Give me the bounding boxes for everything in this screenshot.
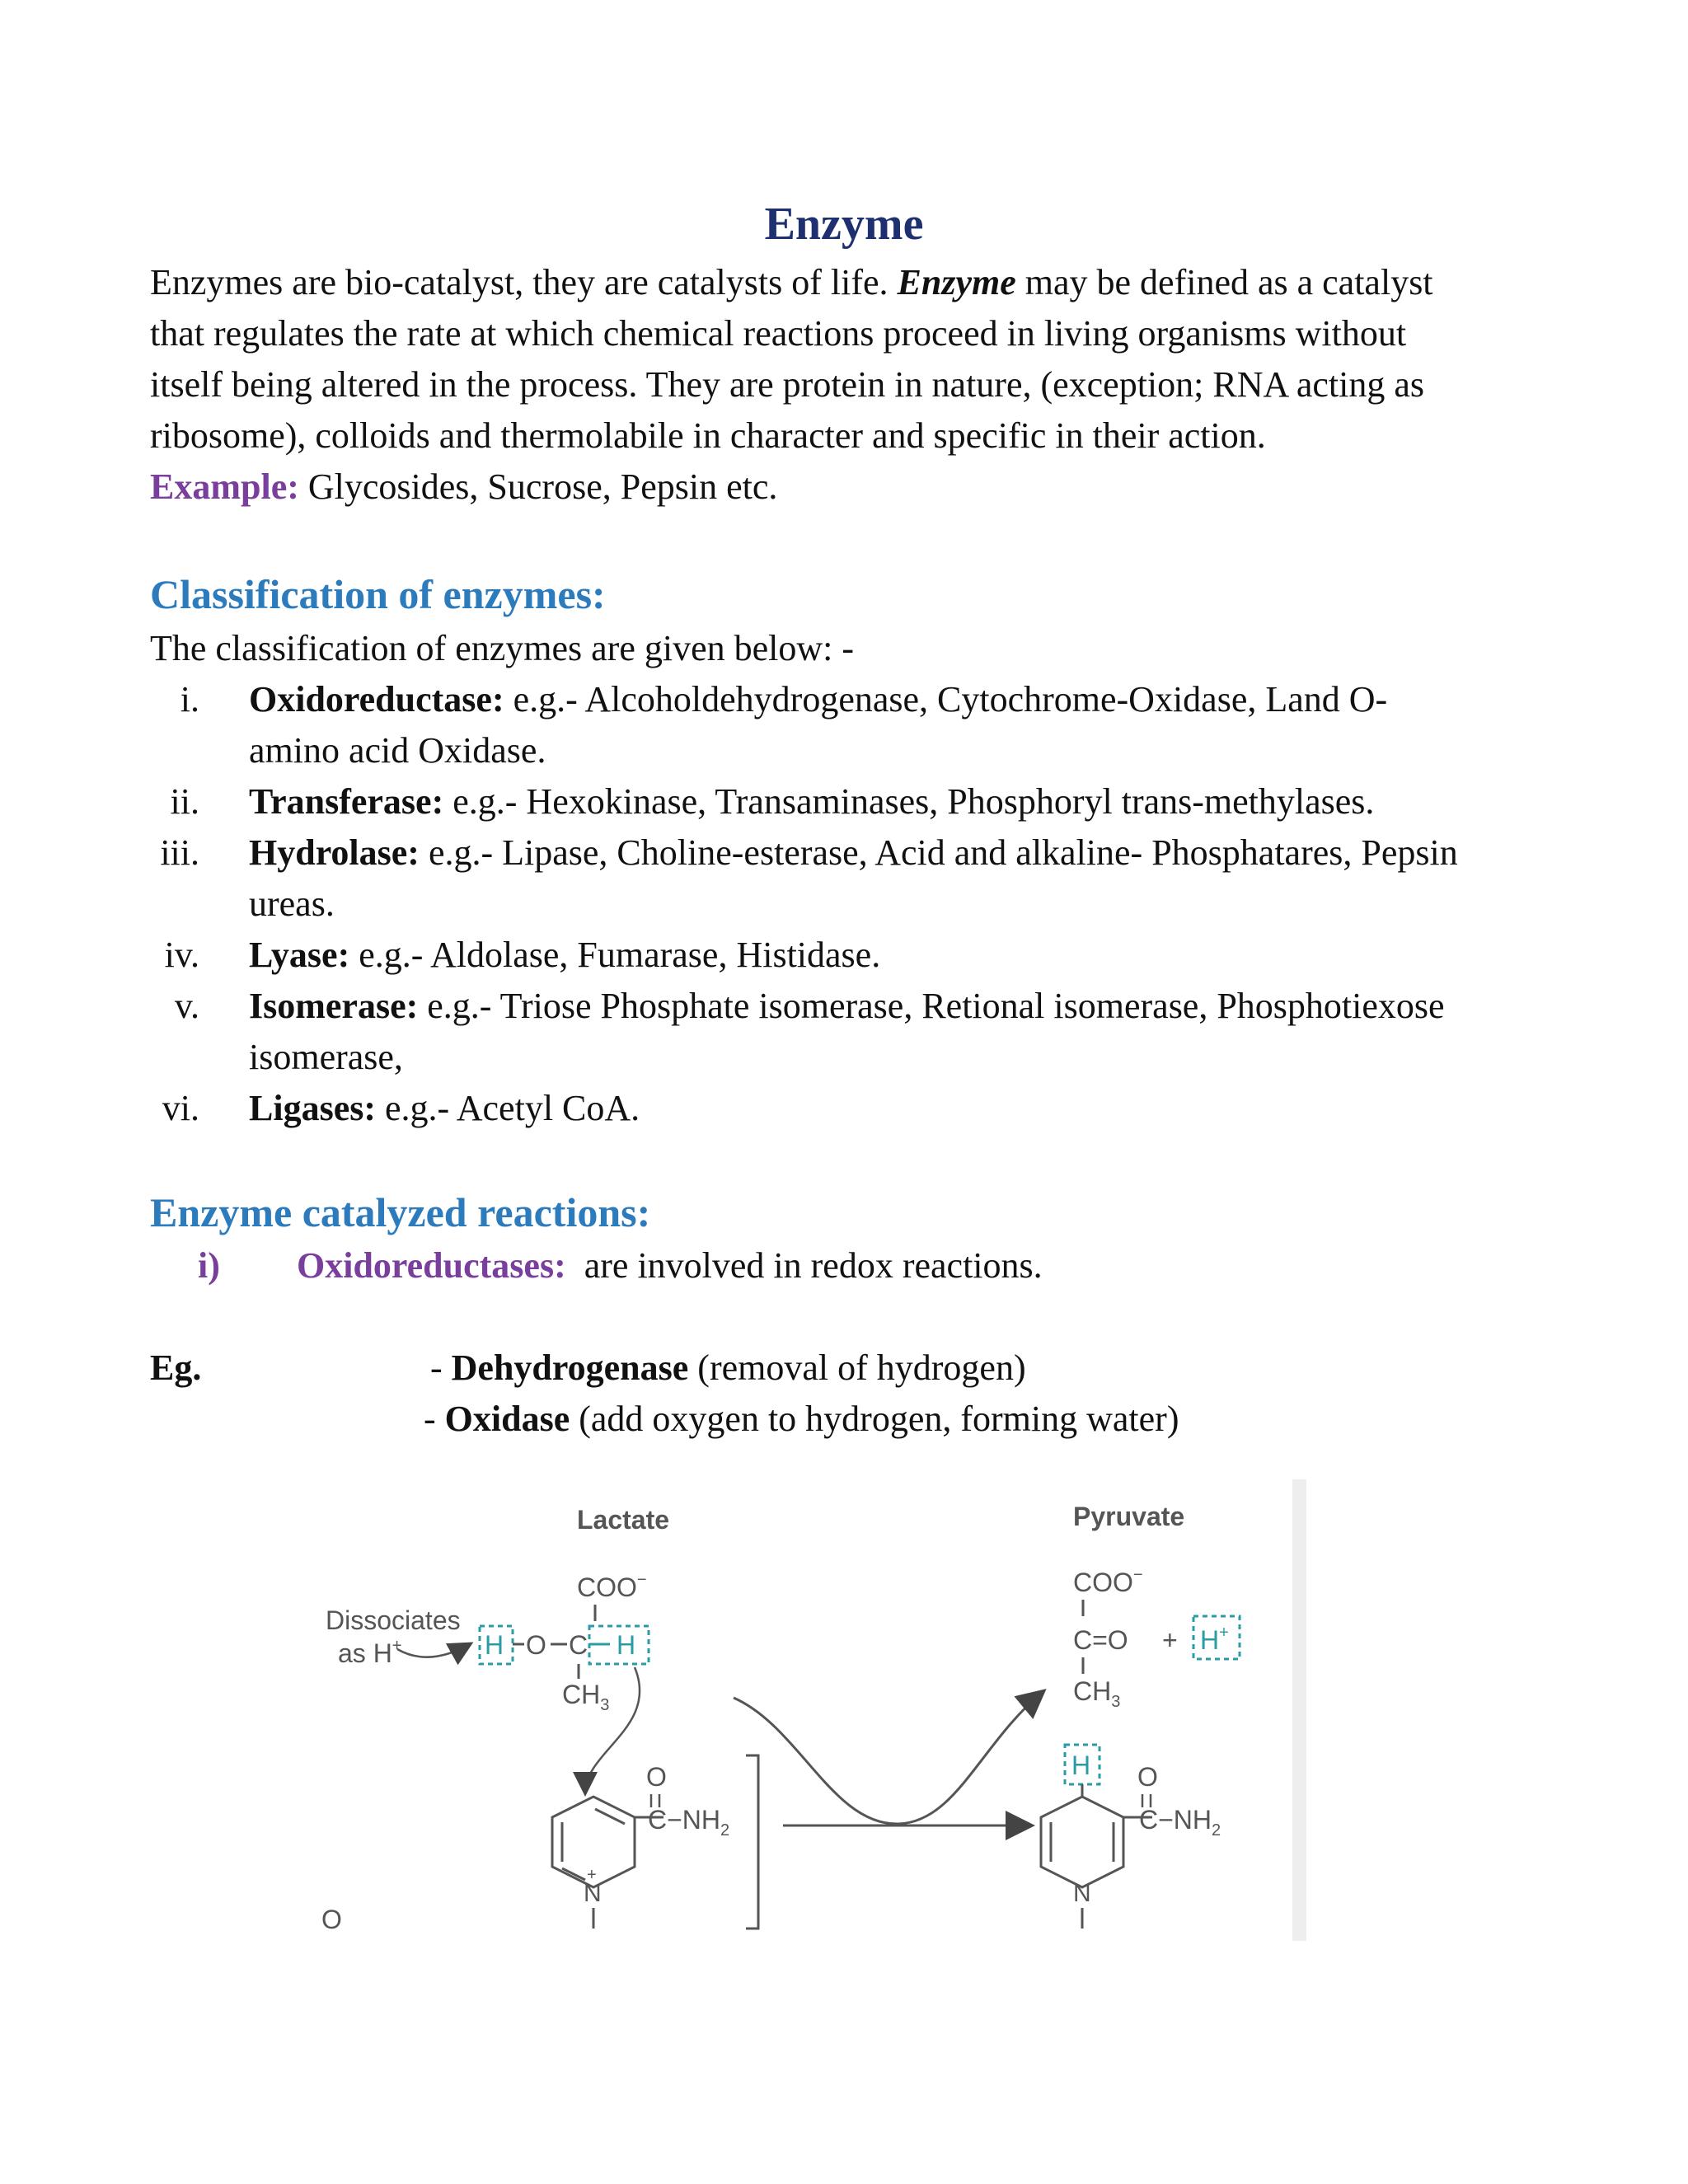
item-text: e.g.- Acetyl CoA. [376, 1088, 640, 1128]
item-name: Hydrolase: [249, 832, 420, 873]
classification-intro [150, 623, 1551, 674]
classification-list [150, 674, 1568, 1134]
oxidase-name: Oxidase [444, 1399, 570, 1439]
lactate-coo: COO− [577, 1571, 647, 1602]
item-text: e.g.- Lipase, Choline-esterase, Acid and alkaline- Phosphatares, Pepsin [419, 832, 1458, 873]
item-name: Oxidoreductase: [249, 679, 504, 719]
bracket [746, 1755, 758, 1929]
oxidase-line [424, 1398, 1179, 1440]
item-number: ii. [170, 781, 199, 822]
item-name: Isomerase: [249, 986, 419, 1026]
intro-line-4: ribosome), colloids and thermolabile in character and specific in their action. [150, 415, 1266, 456]
reactions-heading: Enzyme catalyzed reactions: [150, 1189, 651, 1235]
reaction-diagram [305, 1479, 1306, 1941]
scan-edge [1292, 1479, 1306, 1941]
reaction-item [297, 1244, 1043, 1286]
stray-o: O [321, 1905, 342, 1934]
lactate-c: C [569, 1630, 588, 1660]
list-item [150, 827, 1568, 930]
example-label: Example: [150, 466, 299, 507]
lactate-h-left: H [485, 1630, 504, 1660]
item-text: e.g.- Hexokinase, Transaminases, Phosphoryl trans-methylases. [443, 781, 1375, 822]
intro-line-3: itself being altered in the process. They are protein in nature, (exception; RNA acting as [150, 364, 1425, 405]
dissociates-label: Dissociates [326, 1605, 461, 1635]
pyruvate-coo: COO− [1073, 1566, 1143, 1597]
nadh-ring-right [1041, 1784, 1152, 1887]
dehydrogenase-line [430, 1347, 1026, 1389]
item-number: i. [180, 679, 199, 719]
dissociation-arrow [397, 1644, 470, 1657]
list-item [150, 776, 1568, 827]
item-text-cont: isomerase, [249, 1037, 403, 1077]
dehydrogenase-name: Dehydrogenase [451, 1347, 689, 1388]
item-name: Lyase: [249, 935, 350, 975]
plus-sign: + [1162, 1625, 1178, 1655]
page-title: Enzyme [764, 199, 924, 250]
list-item [150, 674, 1568, 776]
amide-right: $C-NH_2$ [1139, 1805, 1221, 1840]
intro-text: may be defined as a catalyst [1015, 262, 1433, 302]
nadh-h: H [1071, 1750, 1091, 1780]
item-text: e.g.- Aldolase, Fumarase, Histidase. [349, 935, 881, 975]
amide-o-right: O [1137, 1762, 1158, 1792]
nadh-n: N [1073, 1880, 1091, 1907]
item-number: iv. [164, 935, 199, 975]
classification-intro-text: The classification of enzymes are given below: - [150, 628, 855, 668]
dash: - [430, 1347, 452, 1388]
dehydrogenase-text: (removal of hydrogen) [688, 1347, 1026, 1388]
list-item [150, 930, 1568, 981]
reaction-curve-arrow [734, 1692, 1043, 1824]
reaction-item-text: are involved in redox reactions. [584, 1245, 1043, 1286]
example-line [150, 462, 1551, 513]
item-number: vi. [162, 1088, 199, 1128]
classification-heading: Classification of enzymes: [150, 571, 606, 617]
pyruvate-ch3: $CH_3$ [1073, 1676, 1121, 1711]
nad-n-left: N [584, 1880, 602, 1907]
reaction-num-text: i) [198, 1245, 220, 1286]
nad-ring-left [552, 1797, 663, 1887]
lactate-label: Lactate [577, 1505, 670, 1535]
lactate-o: O [526, 1630, 546, 1660]
item-text-cont: amino acid Oxidase. [249, 730, 546, 771]
item-name: Transferase: [249, 781, 444, 822]
intro-line-2: that regulates the rate at which chemical reactions proceed in living organisms without [150, 313, 1407, 354]
item-name: Ligases: [249, 1088, 376, 1128]
pyruvate-co: C=O [1073, 1625, 1128, 1655]
dash: - [424, 1399, 445, 1439]
oxidase-text: (add oxygen to hydrogen, forming water) [570, 1399, 1179, 1439]
nad-charge: + [587, 1866, 597, 1884]
list-item [150, 1083, 1568, 1134]
reaction-item-number [198, 1244, 220, 1286]
lactate-h-right: H [617, 1630, 636, 1660]
item-text-cont: ureas. [249, 883, 335, 924]
as-h-label: as H+ [338, 1637, 402, 1668]
intro-text: Enzymes are bio-catalyst, they are catalysts of life. [150, 262, 898, 302]
list-item [150, 981, 1568, 1083]
item-text: e.g.- Triose Phosphate isomerase, Retional isomerase, Phosphotiexose [418, 986, 1445, 1026]
pyruvate-label: Pyruvate [1073, 1502, 1185, 1531]
item-number: v. [174, 986, 199, 1026]
reaction-item-name: Oxidoreductases: [297, 1245, 566, 1286]
intro-line-1 [150, 257, 1551, 308]
lactate-ch3: $CH_3$ [562, 1680, 610, 1714]
amide-left: $C-NH_2$ [648, 1805, 730, 1840]
intro-paragraph [150, 257, 1551, 513]
item-number: iii. [160, 832, 199, 873]
proton-h: H+ [1200, 1624, 1229, 1655]
example-text: Glycosides, Sucrose, Pepsin etc. [298, 466, 778, 507]
eg-label: Eg. [150, 1347, 202, 1388]
amide-o-left: O [646, 1762, 667, 1792]
item-text: e.g.- Alcoholdehydrogenase, Cytochrome-Oxidase, Land O- [504, 679, 1388, 719]
enzyme-term: Enzyme [897, 262, 1016, 302]
